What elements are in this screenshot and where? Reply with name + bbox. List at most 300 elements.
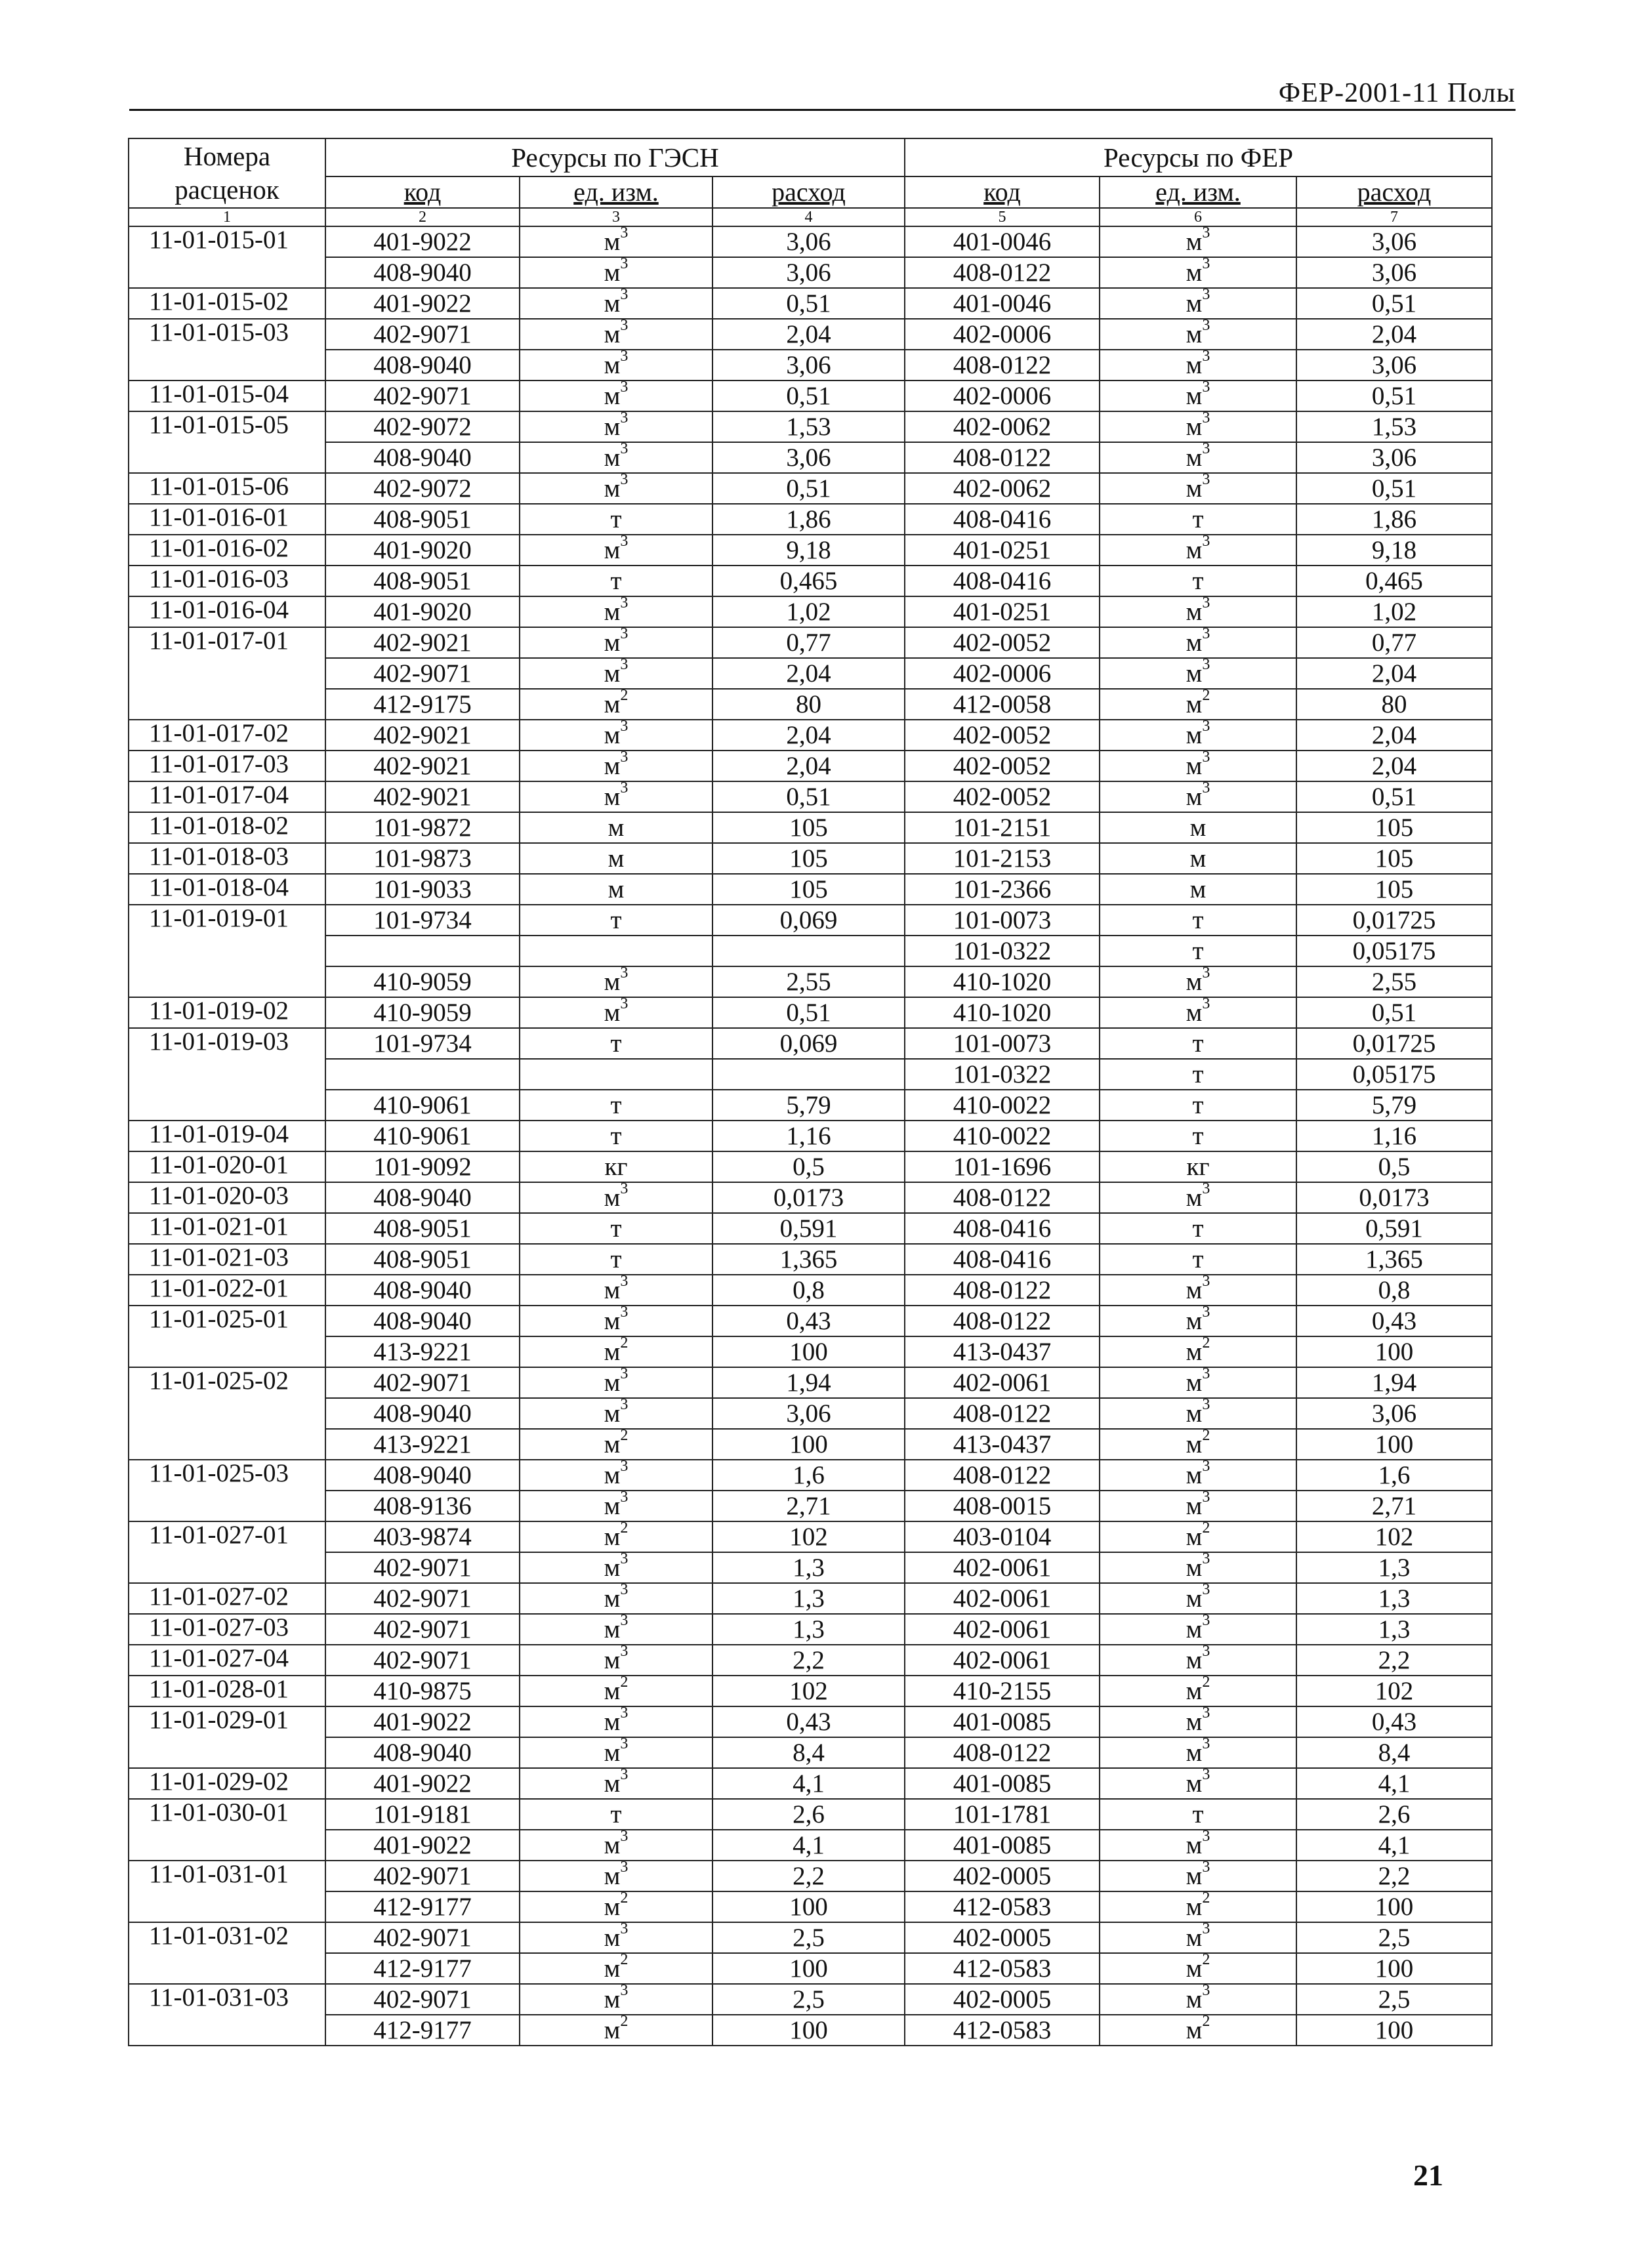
gesn-code-cell: 402-9021	[325, 781, 520, 812]
rate-number-cell: 11-01-031-01	[129, 1861, 325, 1891]
fer-code-cell: 408-0122	[905, 1182, 1100, 1213]
gesn-code-cell: 408-9040	[325, 1275, 520, 1306]
header-gesn-resources: Ресурсы по ГЭСН	[325, 138, 905, 176]
gesn-code-cell: 401-9020	[325, 596, 520, 627]
gesn-code-cell: 402-9071	[325, 1984, 520, 2015]
gesn-unit-cell: $м^3$	[520, 411, 712, 442]
table-row	[129, 1182, 1492, 1213]
fer-unit-cell: $м^2$	[1100, 2015, 1296, 2046]
gesn-code-cell: 402-9021	[325, 751, 520, 781]
fer-code-cell: 401-0046	[905, 288, 1100, 319]
fer-code-cell: 101-2151	[905, 812, 1100, 843]
fer-code-cell: 402-0061	[905, 1552, 1100, 1583]
fer-code-cell: 402-0062	[905, 411, 1100, 442]
rate-number-cell: 11-01-017-01	[129, 627, 325, 658]
fer-unit-cell: $м^3$	[1100, 1645, 1296, 1676]
fer-unit-cell: $м^3$	[1100, 1768, 1296, 1799]
gesn-unit-cell: $м^3$	[520, 535, 712, 566]
fer-consumption-cell: 105	[1296, 812, 1492, 843]
fer-consumption-cell: 1,3	[1296, 1552, 1492, 1583]
gesn-consumption-cell: 0,069	[712, 905, 905, 936]
column-number: 2	[325, 208, 520, 226]
header-fer-resources: Ресурсы по ФЕР	[905, 138, 1492, 176]
gesn-code-cell: 408-9051	[325, 1244, 520, 1275]
fer-consumption-cell: 0,01725	[1296, 905, 1492, 936]
fer-consumption-cell: 0,43	[1296, 1306, 1492, 1336]
fer-unit-cell: м	[1100, 874, 1296, 905]
gesn-unit-cell	[520, 1059, 712, 1090]
rate-number-cell: 11-01-018-02	[129, 812, 325, 843]
rate-number-cell	[129, 1398, 325, 1429]
table-row	[129, 658, 1492, 689]
table-row	[129, 1737, 1492, 1768]
gesn-unit-cell: $м^3$	[520, 751, 712, 781]
table-row	[129, 781, 1492, 812]
gesn-consumption-cell: 2,04	[712, 751, 905, 781]
gesn-consumption-cell: 2,6	[712, 1799, 905, 1830]
rate-number-cell: 11-01-019-01	[129, 905, 325, 936]
gesn-consumption-cell: 102	[712, 1676, 905, 1706]
fer-consumption-cell: 2,5	[1296, 1922, 1492, 1953]
fer-unit-cell: $м^3$	[1100, 1552, 1296, 1583]
table-row	[129, 1491, 1492, 1521]
gesn-code-cell: 412-9177	[325, 1953, 520, 1984]
rate-number-cell: 11-01-020-03	[129, 1182, 325, 1213]
rate-number-cell: 11-01-022-01	[129, 1275, 325, 1306]
gesn-consumption-cell: 100	[712, 1891, 905, 1922]
gesn-code-cell	[325, 936, 520, 966]
fer-unit-cell: $м^3$	[1100, 1275, 1296, 1306]
gesn-unit-cell: $м^3$	[520, 1830, 712, 1861]
table-row	[129, 1336, 1492, 1367]
fer-code-cell: 410-1020	[905, 966, 1100, 997]
rate-number-cell: 11-01-015-06	[129, 473, 325, 504]
gesn-code-cell: 402-9071	[325, 1367, 520, 1398]
table-row	[129, 1275, 1492, 1306]
gesn-code-cell: 402-9071	[325, 1645, 520, 1676]
gesn-unit-cell: $м^3$	[520, 1861, 712, 1891]
gesn-code-cell: 402-9072	[325, 411, 520, 442]
table-row	[129, 566, 1492, 596]
fer-consumption-cell: 2,6	[1296, 1799, 1492, 1830]
rate-number-cell: 11-01-018-04	[129, 874, 325, 905]
gesn-unit-cell: т	[520, 566, 712, 596]
table-row	[129, 1583, 1492, 1614]
gesn-unit-cell: $м^3$	[520, 966, 712, 997]
table-row	[129, 1768, 1492, 1799]
table-row	[129, 350, 1492, 381]
fer-unit-cell: м	[1100, 812, 1296, 843]
fer-unit-cell: кг	[1100, 1151, 1296, 1182]
table-row	[129, 1059, 1492, 1090]
fer-unit-cell: $м^3$	[1100, 381, 1296, 411]
gesn-consumption-cell: 1,53	[712, 411, 905, 442]
fer-code-cell: 401-0085	[905, 1706, 1100, 1737]
fer-code-cell: 101-1696	[905, 1151, 1100, 1182]
table-row	[129, 535, 1492, 566]
rate-number-cell: 11-01-021-01	[129, 1213, 325, 1244]
fer-code-cell: 401-0046	[905, 226, 1100, 257]
rate-number-cell: 11-01-027-02	[129, 1583, 325, 1614]
gesn-consumption-cell: 3,06	[712, 226, 905, 257]
fer-consumption-cell: 1,16	[1296, 1121, 1492, 1151]
gesn-consumption-cell: 2,5	[712, 1984, 905, 2015]
fer-consumption-cell: 0,5	[1296, 1151, 1492, 1182]
table-row	[129, 288, 1492, 319]
gesn-unit-cell: $м^3$	[520, 1922, 712, 1953]
table-row	[129, 1830, 1492, 1861]
fer-unit-cell: $м^3$	[1100, 1737, 1296, 1768]
document-title: ФЕР-2001-11 Полы	[1278, 78, 1516, 108]
fer-code-cell: 402-0061	[905, 1367, 1100, 1398]
gesn-consumption-cell: 2,2	[712, 1861, 905, 1891]
fer-unit-cell: $м^3$	[1100, 1706, 1296, 1737]
fer-unit-cell: $м^3$	[1100, 658, 1296, 689]
table-row	[129, 381, 1492, 411]
gesn-unit-cell: $м^3$	[520, 1491, 712, 1521]
gesn-code-cell: 412-9177	[325, 1891, 520, 1922]
gesn-unit-cell: $м^3$	[520, 1737, 712, 1768]
rate-number-cell	[129, 1552, 325, 1583]
header-rate-numbers: Номера расценок	[129, 138, 325, 208]
gesn-code-cell: 101-9092	[325, 1151, 520, 1182]
gesn-unit-cell: т	[520, 1244, 712, 1275]
rate-number-cell: 11-01-027-04	[129, 1645, 325, 1676]
gesn-consumption-cell: 0,591	[712, 1213, 905, 1244]
fer-code-cell: 408-0122	[905, 1306, 1100, 1336]
fer-consumption-cell: 9,18	[1296, 535, 1492, 566]
rate-number-cell	[129, 689, 325, 720]
fer-unit-cell: $м^3$	[1100, 442, 1296, 473]
fer-consumption-cell: 4,1	[1296, 1768, 1492, 1799]
gesn-code-cell: 402-9071	[325, 1552, 520, 1583]
fer-code-cell: 402-0052	[905, 720, 1100, 751]
gesn-code-cell: 412-9177	[325, 2015, 520, 2046]
fer-consumption-cell: 0,51	[1296, 381, 1492, 411]
fer-code-cell: 410-1020	[905, 997, 1100, 1028]
gesn-code-cell: 410-9875	[325, 1676, 520, 1706]
fer-unit-cell: $м^3$	[1100, 257, 1296, 288]
gesn-unit-cell: $м^3$	[520, 781, 712, 812]
gesn-code-cell: 401-9022	[325, 1768, 520, 1799]
table-row	[129, 1676, 1492, 1706]
gesn-consumption-cell: 105	[712, 812, 905, 843]
fer-consumption-cell: 0,51	[1296, 473, 1492, 504]
header-rule	[129, 109, 1516, 111]
gesn-consumption-cell: 2,04	[712, 658, 905, 689]
gesn-consumption-cell: 0,51	[712, 381, 905, 411]
gesn-unit-cell: $м^3$	[520, 442, 712, 473]
gesn-consumption-cell: 2,71	[712, 1491, 905, 1521]
fer-consumption-cell: 100	[1296, 1429, 1492, 1460]
gesn-code-cell: 408-9040	[325, 257, 520, 288]
fer-unit-cell: $м^2$	[1100, 1891, 1296, 1922]
rate-number-cell: 11-01-031-02	[129, 1922, 325, 1953]
gesn-code-cell: 402-9071	[325, 319, 520, 350]
fer-code-cell: 408-0122	[905, 1460, 1100, 1491]
rate-number-cell	[129, 658, 325, 689]
gesn-consumption-cell: 3,06	[712, 1398, 905, 1429]
gesn-unit-cell: $м^2$	[520, 1336, 712, 1367]
rate-number-cell: 11-01-019-02	[129, 997, 325, 1028]
table-row	[129, 1645, 1492, 1676]
gesn-code-cell: 101-9033	[325, 874, 520, 905]
fer-consumption-cell: 1,94	[1296, 1367, 1492, 1398]
gesn-consumption-cell: 102	[712, 1521, 905, 1552]
gesn-unit-cell: $м^3$	[520, 381, 712, 411]
fer-code-cell: 408-0416	[905, 1244, 1100, 1275]
table-row	[129, 257, 1492, 288]
fer-consumption-cell: 3,06	[1296, 1398, 1492, 1429]
column-number: 6	[1100, 208, 1296, 226]
fer-unit-cell: т	[1100, 1244, 1296, 1275]
rate-number-cell	[129, 1737, 325, 1768]
gesn-consumption-cell: 0,465	[712, 566, 905, 596]
fer-consumption-cell: 2,55	[1296, 966, 1492, 997]
fer-unit-cell: $м^3$	[1100, 1861, 1296, 1891]
fer-consumption-cell: 3,06	[1296, 442, 1492, 473]
fer-consumption-cell: 1,6	[1296, 1460, 1492, 1491]
gesn-unit-cell: т	[520, 504, 712, 535]
gesn-unit-cell: $м^2$	[520, 689, 712, 720]
fer-code-cell: 402-0061	[905, 1583, 1100, 1614]
fer-code-cell: 402-0006	[905, 319, 1100, 350]
gesn-unit-cell: т	[520, 1799, 712, 1830]
fer-code-cell: 402-0005	[905, 1984, 1100, 2015]
fer-code-cell: 408-0122	[905, 350, 1100, 381]
gesn-consumption-cell: 100	[712, 2015, 905, 2046]
gesn-unit-cell: т	[520, 905, 712, 936]
gesn-consumption-cell: 4,1	[712, 1768, 905, 1799]
fer-unit-cell: $м^3$	[1100, 1306, 1296, 1336]
rate-number-cell: 11-01-029-02	[129, 1768, 325, 1799]
rate-number-cell: 11-01-015-02	[129, 288, 325, 319]
fer-code-cell: 413-0437	[905, 1336, 1100, 1367]
fer-consumption-cell: 0,51	[1296, 997, 1492, 1028]
gesn-unit-cell	[520, 936, 712, 966]
header-gesn-code: код	[325, 176, 520, 208]
gesn-code-cell: 401-9022	[325, 226, 520, 257]
header-gesn-consumption: расход	[712, 176, 905, 208]
fer-unit-cell: т	[1100, 1059, 1296, 1090]
fer-consumption-cell: 0,05175	[1296, 1059, 1492, 1090]
fer-consumption-cell: 105	[1296, 874, 1492, 905]
gesn-code-cell: 101-9734	[325, 905, 520, 936]
fer-code-cell: 408-0122	[905, 442, 1100, 473]
gesn-unit-cell: $м^3$	[520, 1706, 712, 1737]
rate-number-cell	[129, 257, 325, 288]
gesn-unit-cell: $м^3$	[520, 288, 712, 319]
fer-consumption-cell: 2,04	[1296, 658, 1492, 689]
gesn-code-cell: 402-9021	[325, 720, 520, 751]
gesn-consumption-cell: 2,2	[712, 1645, 905, 1676]
gesn-unit-cell: $м^3$	[520, 1398, 712, 1429]
table-row	[129, 1552, 1492, 1583]
fer-unit-cell: $м^3$	[1100, 411, 1296, 442]
rate-number-cell: 11-01-017-02	[129, 720, 325, 751]
fer-unit-cell: $м^2$	[1100, 1336, 1296, 1367]
fer-consumption-cell: 100	[1296, 1336, 1492, 1367]
gesn-unit-cell: $м^2$	[520, 1676, 712, 1706]
gesn-consumption-cell: 80	[712, 689, 905, 720]
gesn-code-cell: 408-9040	[325, 1182, 520, 1213]
fer-code-cell: 408-0122	[905, 257, 1100, 288]
fer-unit-cell: $м^3$	[1100, 1614, 1296, 1645]
gesn-unit-cell: $м^3$	[520, 720, 712, 751]
rate-number-cell: 11-01-017-03	[129, 751, 325, 781]
fer-code-cell: 101-0322	[905, 1059, 1100, 1090]
fer-unit-cell: $м^2$	[1100, 1429, 1296, 1460]
fer-code-cell: 412-0058	[905, 689, 1100, 720]
fer-consumption-cell: 102	[1296, 1676, 1492, 1706]
fer-code-cell: 410-0022	[905, 1121, 1100, 1151]
fer-code-cell: 413-0437	[905, 1429, 1100, 1460]
table-row	[129, 1953, 1492, 1984]
fer-unit-cell: $м^3$	[1100, 1182, 1296, 1213]
rate-number-cell	[129, 1953, 325, 1984]
gesn-code-cell: 408-9040	[325, 1398, 520, 1429]
gesn-code-cell: 408-9040	[325, 442, 520, 473]
rate-number-cell: 11-01-025-02	[129, 1367, 325, 1398]
fer-consumption-cell: 1,86	[1296, 504, 1492, 535]
fer-unit-cell: $м^3$	[1100, 781, 1296, 812]
header-fer-consumption: расход	[1296, 176, 1492, 208]
rate-number-cell: 11-01-016-01	[129, 504, 325, 535]
table-row	[129, 1922, 1492, 1953]
table-row	[129, 1861, 1492, 1891]
rate-number-cell: 11-01-021-03	[129, 1244, 325, 1275]
rate-number-cell: 11-01-025-03	[129, 1460, 325, 1491]
fer-consumption-cell: 3,06	[1296, 226, 1492, 257]
gesn-unit-cell: м	[520, 843, 712, 874]
gesn-consumption-cell: 3,06	[712, 257, 905, 288]
fer-code-cell: 401-0085	[905, 1830, 1100, 1861]
gesn-consumption-cell: 2,04	[712, 319, 905, 350]
fer-code-cell: 410-2155	[905, 1676, 1100, 1706]
column-number: 1	[129, 208, 325, 226]
fer-consumption-cell: 0,05175	[1296, 936, 1492, 966]
rate-number-cell: 11-01-015-05	[129, 411, 325, 442]
fer-consumption-cell: 100	[1296, 1891, 1492, 1922]
fer-consumption-cell: 2,5	[1296, 1984, 1492, 2015]
gesn-consumption-cell: 1,16	[712, 1121, 905, 1151]
table-row	[129, 1706, 1492, 1737]
column-number: 7	[1296, 208, 1492, 226]
gesn-consumption-cell	[712, 936, 905, 966]
fer-consumption-cell: 100	[1296, 1953, 1492, 1984]
table-row	[129, 1521, 1492, 1552]
gesn-consumption-cell: 0,51	[712, 781, 905, 812]
rate-number-cell: 11-01-016-02	[129, 535, 325, 566]
gesn-consumption-cell: 105	[712, 874, 905, 905]
gesn-consumption-cell	[712, 1059, 905, 1090]
rate-number-cell	[129, 350, 325, 381]
gesn-unit-cell: $м^3$	[520, 226, 712, 257]
gesn-code-cell: 410-9061	[325, 1090, 520, 1121]
fer-code-cell: 101-0073	[905, 905, 1100, 936]
gesn-consumption-cell: 0,51	[712, 288, 905, 319]
fer-consumption-cell: 1,365	[1296, 1244, 1492, 1275]
gesn-unit-cell: $м^3$	[520, 658, 712, 689]
gesn-consumption-cell: 100	[712, 1953, 905, 1984]
gesn-code-cell: 401-9022	[325, 1706, 520, 1737]
fer-unit-cell: $м^2$	[1100, 1953, 1296, 1984]
fer-code-cell: 402-0052	[905, 751, 1100, 781]
fer-unit-cell: $м^3$	[1100, 288, 1296, 319]
fer-code-cell: 410-0022	[905, 1090, 1100, 1121]
rate-number-cell	[129, 1059, 325, 1090]
gesn-unit-cell: т	[520, 1213, 712, 1244]
fer-code-cell: 101-1781	[905, 1799, 1100, 1830]
table-row	[129, 504, 1492, 535]
fer-unit-cell: $м^3$	[1100, 1830, 1296, 1861]
fer-unit-cell: $м^3$	[1100, 319, 1296, 350]
fer-consumption-cell: 2,04	[1296, 720, 1492, 751]
table-row	[129, 1984, 1492, 2015]
fer-code-cell: 402-0052	[905, 781, 1100, 812]
table-row	[129, 751, 1492, 781]
gesn-code-cell: 408-9051	[325, 1213, 520, 1244]
table-row	[129, 1306, 1492, 1336]
rate-number-cell: 11-01-030-01	[129, 1799, 325, 1830]
table-row	[129, 689, 1492, 720]
fer-code-cell: 101-2366	[905, 874, 1100, 905]
gesn-consumption-cell: 8,4	[712, 1737, 905, 1768]
header-fer-unit: ед. изм.	[1100, 176, 1296, 208]
table-row	[129, 1090, 1492, 1121]
gesn-consumption-cell: 105	[712, 843, 905, 874]
gesn-consumption-cell: 2,5	[712, 1922, 905, 1953]
gesn-code-cell: 101-9872	[325, 812, 520, 843]
fer-unit-cell: т	[1100, 504, 1296, 535]
fer-code-cell: 402-0062	[905, 473, 1100, 504]
fer-consumption-cell: 2,2	[1296, 1861, 1492, 1891]
gesn-unit-cell: $м^3$	[520, 627, 712, 658]
fer-consumption-cell: 0,77	[1296, 627, 1492, 658]
fer-consumption-cell: 8,4	[1296, 1737, 1492, 1768]
fer-consumption-cell: 0,465	[1296, 566, 1492, 596]
gesn-code-cell: 408-9051	[325, 566, 520, 596]
rate-number-cell: 11-01-019-03	[129, 1028, 325, 1059]
gesn-unit-cell: т	[520, 1090, 712, 1121]
gesn-unit-cell: $м^2$	[520, 1891, 712, 1922]
gesn-consumption-cell: 1,3	[712, 1583, 905, 1614]
gesn-code-cell: 410-9059	[325, 997, 520, 1028]
gesn-consumption-cell: 0,43	[712, 1706, 905, 1737]
fer-unit-cell: $м^2$	[1100, 1676, 1296, 1706]
gesn-unit-cell: $м^3$	[520, 1367, 712, 1398]
gesn-unit-cell: $м^3$	[520, 1583, 712, 1614]
gesn-consumption-cell: 1,02	[712, 596, 905, 627]
gesn-code-cell: 408-9040	[325, 1460, 520, 1491]
fer-unit-cell: $м^3$	[1100, 473, 1296, 504]
fer-unit-cell: т	[1100, 1799, 1296, 1830]
fer-consumption-cell: 1,53	[1296, 411, 1492, 442]
gesn-code-cell	[325, 1059, 520, 1090]
gesn-unit-cell: $м^3$	[520, 1306, 712, 1336]
fer-consumption-cell: 0,8	[1296, 1275, 1492, 1306]
table-row	[129, 966, 1492, 997]
rate-number-cell	[129, 1090, 325, 1121]
gesn-consumption-cell: 1,3	[712, 1614, 905, 1645]
table-row	[129, 473, 1492, 504]
gesn-code-cell: 408-9040	[325, 1737, 520, 1768]
fer-unit-cell: т	[1100, 905, 1296, 936]
fer-code-cell: 401-0251	[905, 535, 1100, 566]
table-row	[129, 1614, 1492, 1645]
gesn-code-cell: 408-9040	[325, 350, 520, 381]
gesn-consumption-cell: 4,1	[712, 1830, 905, 1861]
